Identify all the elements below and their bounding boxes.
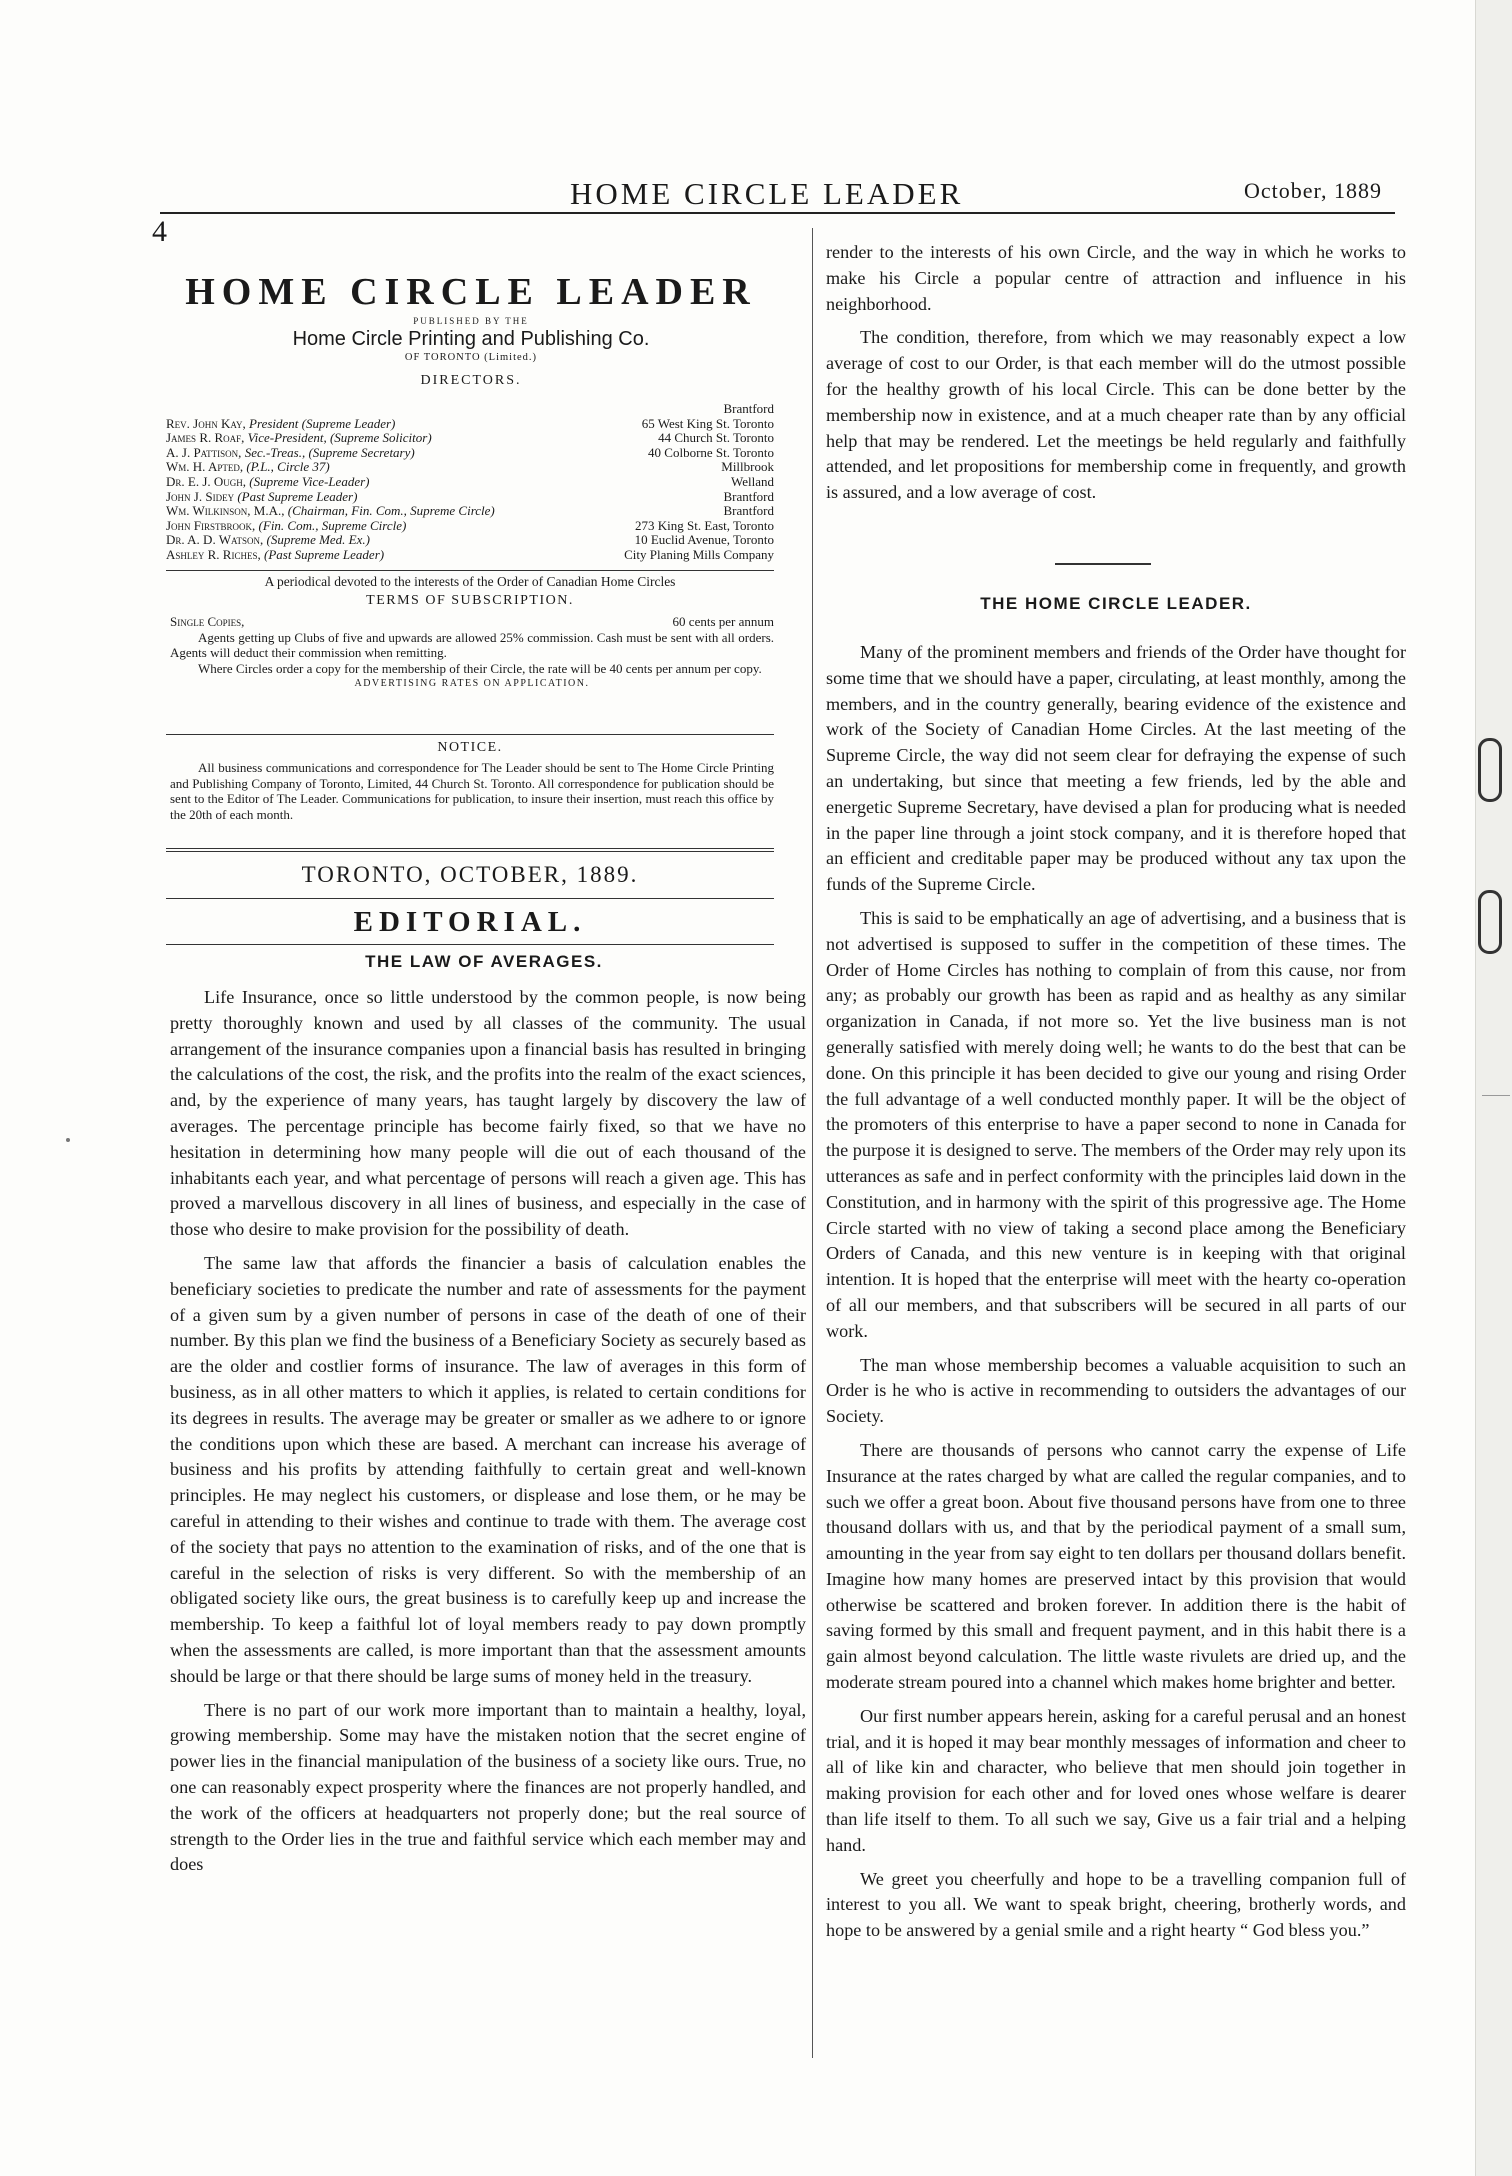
director-row: Dr. E. J. Ough, (Supreme Vice-Leader) Welland (166, 473, 774, 489)
terms-heading: TERMS OF SUBSCRIPTION. (366, 593, 574, 608)
hcl-article-body (826, 640, 1406, 1952)
publisher-name: Home Circle Printing and Publishing Co. (292, 328, 650, 350)
article-paragraph: There is no part of our work more important than to maintain a healthy, loyal, growing membership. Some may have the mistaken notion that the secret engine of power lies in the financial manipulation of the business of a society like ours. True, no one can reasonably expect prosperity where the finances are not properly handled, and the work of the officers at headquarters not properly done; but the real source of strength to the Order lies in the true and faithful service which each member may and does (170, 1699, 806, 1875)
article-paragraph: Life Insurance, once so little understood by the common people, is now being pretty thoroughly known and used by all classes of the community. The usual arrangement of the insurance companies upon a financial basis has resulted in bringing the calculations of the cost, the risk, and the profits into the realm of the exact sciences, and, by the experience of many years, has taught largely by discovery the law of averages. The percentage principle has become fairly fixed, so that we have no hesitation in determining how many people will die out of each thousand of the inhabitants each year, and what percentage of persons will reach a given age. This has proved a marvellous discovery in all lines of business, and especially in the case of those who desire to make provision for the possibility of death. (170, 987, 806, 1240)
article-paragraph: There are thousands of persons who cannot carry the expense of Life Insurance at the rates charged by what are called the regular companies, and to such we offer a great boon. About five thousand persons have from one to three thousand dollars with us, and that by the periodical payment of a small sum, amounting in the year from say eight to ten dollars per thousand dollars benefit. Imagine how many homes are preserved intact by this provision that would otherwise be scattered and broken forever. In addition there is the habit of saving formed by this small and frequent payment, and in this habit there is a gain almost beyond calculation. The little waste rivulets are dried up, and the moderate stream poured into a channel which makes home brighter and better. (826, 1439, 1406, 1693)
terms-circles: Where Circles order a copy for the membership of their Circle, the rate will be 40 cents per annum per copy. (198, 660, 762, 676)
editorial-heading: EDITORIAL. (353, 906, 587, 938)
divider-rule (166, 851, 774, 852)
divider-rule (166, 898, 774, 899)
notice-heading: NOTICE. (437, 740, 503, 755)
divider-rule (166, 570, 774, 571)
article-paragraph: The same law that affords the financier a basis of calculation enables the beneficiary societies to predicate the number and rate of assessments for the payment of a given sum by a given number of persons in case of the death of one of their number. By this plan we find the business of a Beneficiary Society as securely based as are the older and costlier forms of insurance. The law of averages in this form of business, as in all other matters to which it applies, is related to certain conditions for its degrees in results. The average may be greater or smaller as we adhere to or ignore the conditions upon which these are based. A merchant can increase his average of business and his profits by attending faithfully to certain great and well-known principles. He may neglect his customers, or displease and lose them, or he may be careful in attending to their wishes and continue to trade with them. The average cost of the society that pays no attention to the examination of risks, and of the one that is careful in the selection of risks is very different. So with the membership of an obligated society like ours, the great business is to carefully keep up and increase the membership. To keep a faithful lot of loyal members ready to pay down promptly when the assessments are called, is more important than that the assessment amounts should be large or that there should be large sums of money held in the treasury. (170, 1252, 806, 1686)
law-article-body (170, 985, 806, 1886)
director-row: James R. Roaf, Vice-President, (Supreme Solicitor) 44 Church St. Toronto (166, 430, 774, 446)
divider-rule (166, 734, 774, 735)
publisher-location: OF TORONTO (Limited.) (404, 352, 538, 363)
single-copy-row: Single Copies, 60 cents per annum (170, 614, 774, 629)
running-title: HOME CIRCLE LEADER (570, 176, 964, 211)
director-row: John Firstbrook, (Fin. Com., Supreme Circle) 273 King St. East, Toronto (166, 517, 774, 533)
advertising-note: ADVERTISING RATES ON APPLICATION. (354, 678, 590, 689)
director-row: Brantford (723, 401, 774, 416)
masthead-title: HOME CIRCLE LEADER (185, 271, 757, 313)
page-edge (1475, 0, 1512, 2176)
masthead (166, 270, 776, 389)
subscription-terms (170, 614, 774, 692)
director-row: Rev. John Kay, President (Supreme Leader) 65 West King St. Toronto (166, 415, 774, 431)
divider-rule (166, 944, 774, 945)
article-paragraph: Many of the prominent members and friends of the Order have thought for some time that we should have a paper, circulating, at least monthly, among the members, and in the country generally, bearing evidence of the existence and work of the Society of Canadian Home Circles. At the last meeting of the Supreme Circle, the way did not seem clear for defraying the expense of such an undertaking, but since that meeting a few friends, led by the able and energetic Supreme Secretary, have devised a plan for producing what is needed in the paper line through a joint stock company, and it is therefore hoped that an efficient and creditable paper may be produced without any tax upon the funds of the Supreme Circle. (826, 642, 1406, 895)
director-row: Ashley R. Riches, (Past Supreme Leader) City Planing Mills Company (166, 546, 774, 562)
published-by: PUBLISHED BY THE (413, 316, 529, 326)
article-paragraph: We greet you cheerfully and hope to be a travelling companion full of interest to you all. We want to speak bright, cheering, brotherly words, and hope to be answered by a genial smile and a right hearty “ God bless you.” (826, 1868, 1406, 1941)
director-row: Wm. Wilkinson, M.A., (Chairman, Fin. Com., Supreme Circle) Brantford (166, 503, 774, 519)
notice-text (170, 760, 774, 822)
divider-rule (166, 848, 774, 849)
directors-heading: DIRECTORS. (420, 373, 522, 388)
page-number: 4 (152, 215, 167, 248)
director-row: Wm. H. Apted, (P.L., Circle 37) Millbrook (166, 459, 774, 475)
ink-speck (66, 1138, 70, 1142)
dateline: TORONTO, OCTOBER, 1889. (301, 862, 639, 887)
article-paragraph: Our first number appears herein, asking for a careful perusal and an honest trial, and it is hoped it may bear monthly messages of information and cheer to all of like kin and character, who believe that men should join together in making provision for each other and for loved ones whose welfare is dearer than life itself to them. To all such we say, Give us a fair trial and a helping hand. (826, 1705, 1406, 1855)
binder-clip (1478, 738, 1502, 802)
directors-list (166, 402, 774, 563)
binder-clip (1478, 890, 1502, 954)
law-article-continuation (826, 240, 1406, 514)
article-paragraph: render to the interests of his own Circle, and the way in which he works to make his Circle a popular centre of attraction and influence in his neighborhood. (826, 242, 1406, 314)
article-paragraph: This is said to be emphatically an age of advertising, and a business that is not advertised is supposed to suffer in the competition of these times. The Order of Home Circles has nothing to complain of from this cause, nor from any; as probably our growth has been as rapid and as healthy as any similar organization in Canada, if not more so. Yet the live business man is not generally satisfied with merely doing well; he wants to do the best that can be done. On this principle it has been decided to give our young and rising Order the full advantage of a well conducted monthly paper. It will be the object of the promoters of this enterprise to have a paper second to none in Canada for the purpose it is designed to serve. The members of the Order may rely upon its utterances as safe and in perfect conformity with the principles laid down in the Constitution, and in harmony with the spirit of this progressive age. The Home Circle started with no view of taking a second place among the Beneficiary Orders of Canada, and this new venture is in keeping with that original intention. It is hoped that the enterprise will meet with the hearty co-operation of all our members, and that subscribers will be secured in all parts of our work. (826, 907, 1406, 1341)
director-row: A. J. Pattison, Sec.-Treas., (Supreme Secretary) 40 Colborne St. Toronto (166, 444, 774, 460)
section-rule (1055, 563, 1151, 565)
hcl-article-title: THE HOME CIRCLE LEADER. (980, 594, 1252, 613)
director-row: Dr. A. D. Watson, (Supreme Med. Ex.) 10 Euclid Avenue, Toronto (166, 532, 774, 548)
law-article-title: THE LAW OF AVERAGES. (365, 952, 603, 971)
article-paragraph: The condition, therefore, from which we may reasonably expect a low average of cost to our Order, is that each member will do the utmost possible for the healthy growth of his local Circle. This can be done better by the membership now in existence, and at a much cheaper rate than by any official help that may be rendered. Let the meetings be held regularly and faithfully attended, and let propositions for membership come in frequently, and growth is assured, and a low average of cost. (826, 327, 1406, 503)
terms-agents: Agents getting up Clubs of five and upwards are allowed 25% commission. Cash must be sent with all orders. Agents will deduct their commission when remitting. (170, 629, 774, 660)
running-date: October, 1889 (1244, 178, 1382, 203)
director-row: John J. Sidey (Past Supreme Leader) Brantford (166, 488, 774, 504)
column-divider (812, 228, 813, 2058)
periodical-note: A periodical devoted to the interests of the Order of Canadian Home Circles (264, 574, 676, 589)
edge-mark (1482, 1095, 1510, 1096)
article-paragraph: The man whose membership becomes a valuable acquisition to such an Order is he who is active in recommending to outsiders the advantages of our Society. (826, 1354, 1406, 1427)
header-rule (160, 212, 1395, 214)
notice-paragraph: All business communications and correspondence for The Leader should be sent to The Home Circle Printing and Publishing Company of Toronto, Limited, 44 Church St. Toronto. All correspondence for publication should be sent to the Editor of The Leader. Communications for publication, to insure their insertion, must reach this office by the 20th of each month. (170, 760, 774, 822)
